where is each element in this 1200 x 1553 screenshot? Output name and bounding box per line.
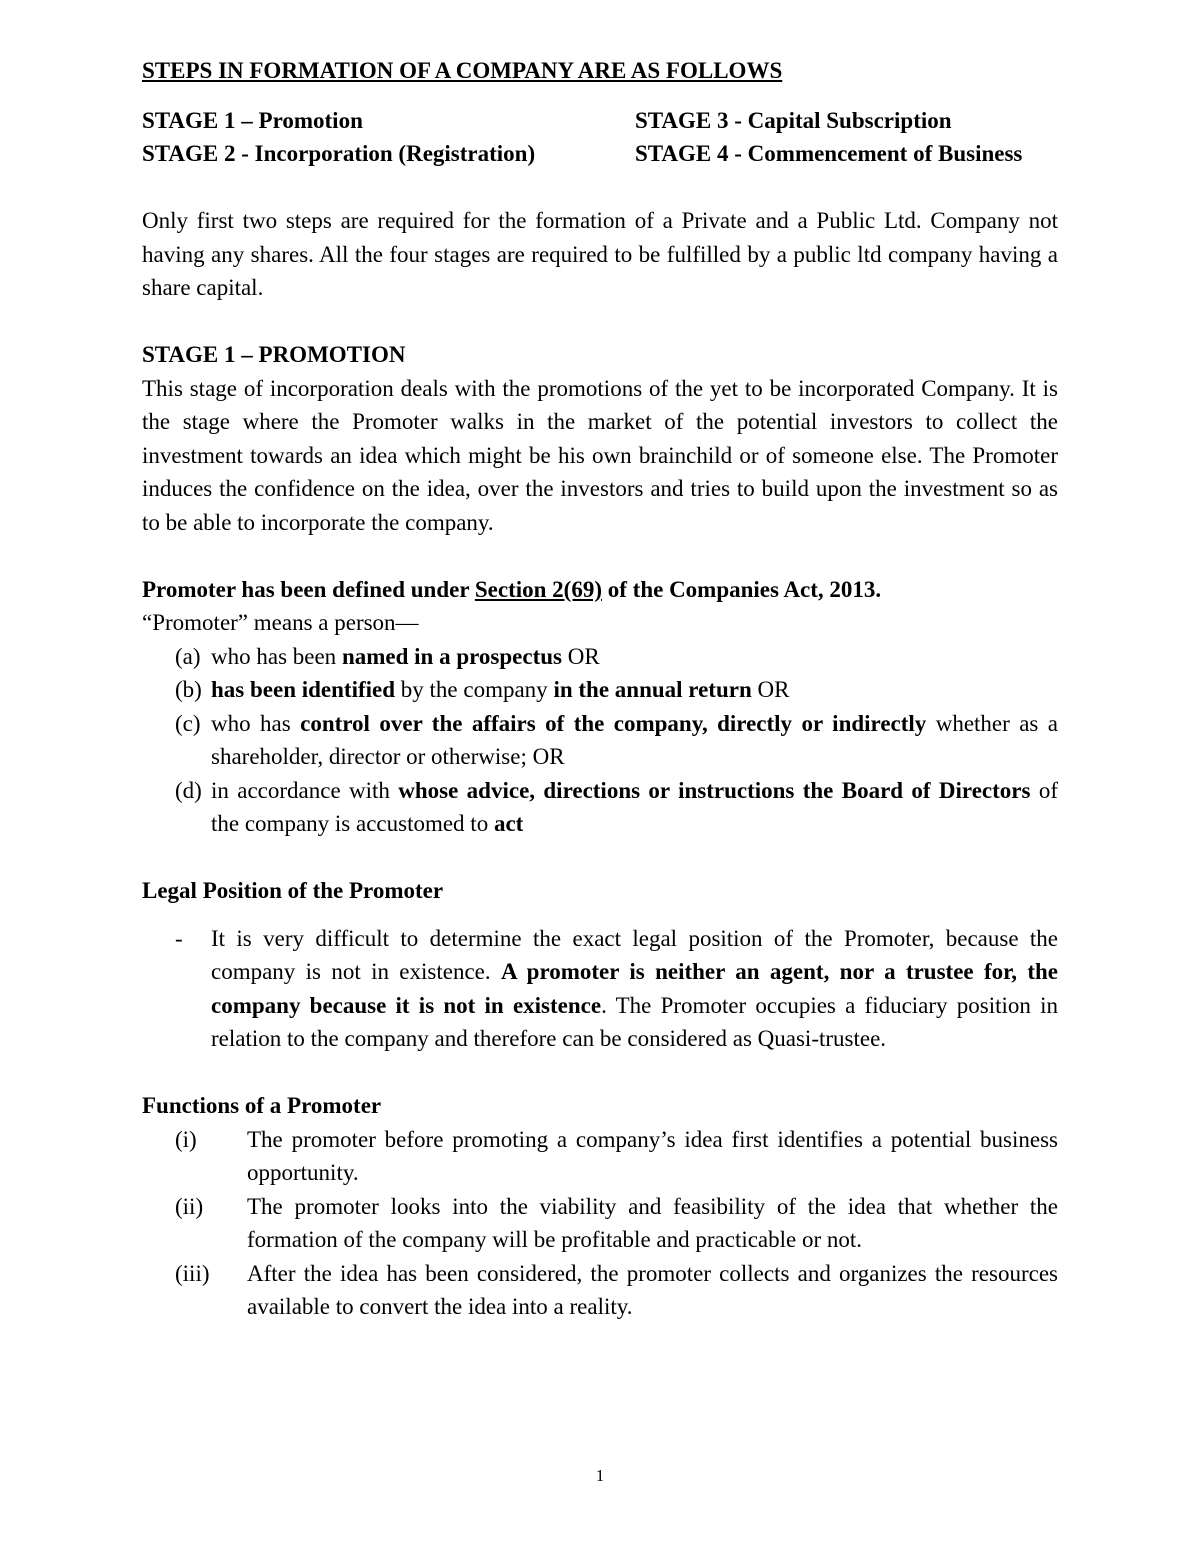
document-title: STEPS IN FORMATION OF A COMPANY ARE AS FOLLOWS [142,58,783,83]
list-marker: (i) [175,1126,197,1152]
text-run: It is very difficult to determine the exact legal position of the Promoter, because the company is not in existence. [211,925,1058,984]
bold-run: A promoter is neither an agent, nor a trustee for, the company because it is not in existence [211,959,1058,1018]
list-item-text: The promoter before promoting a company’s idea first identifies a potential business opportunity. [247,1126,1058,1185]
bold-run: act [493,811,524,836]
text-run: of the company is accustomed to [211,777,1058,836]
bold-run: named in a prospectus [341,643,562,669]
list-item [142,640,1058,674]
list-marker: (a) [175,643,201,669]
definition-pre: Promoter has been defined under [142,576,475,602]
definition-means: “Promoter” means a person— [142,610,419,635]
definition-post: of the Companies Act, 2013. [602,576,882,602]
functions-list [142,1123,1058,1324]
list-item [142,774,1058,841]
list-item-text: The promoter looks into the viability and feasibility of the idea that whether the formation of the company will be profitable and practicable or not. [247,1193,1058,1252]
text-run: OR [751,677,790,702]
list-item-text: After the idea has been considered, the promoter collects and organizes the resources available to convert the idea into a reality. [247,1260,1058,1319]
bold-run: control over the affairs of the company, directly or indirectly [300,710,927,736]
dash-marker: - [175,925,183,951]
definition-list [142,640,1058,841]
bold-run: whose advice, directions or instructions the Board of Directors [398,777,1031,803]
intro-paragraph: Only first two steps are required for the formation of a Private and a Public Ltd. Company not having any shares. All the four stages are required to be fulfilled by a public ltd company having a share capital. [142,208,1058,300]
stages-grid [142,104,1058,171]
text-run: OR [561,643,600,669]
text-run: . The Promoter occupies a fiduciary position in relation to the company and therefore can be considered as Quasi-trustee. [211,992,1058,1051]
promotion-heading: STAGE 1 – PROMOTION [142,342,406,367]
bold-run: in the annual return [553,677,752,702]
promotion-body: This stage of incorporation deals with the promotions of the yet to be incorporated Company. It is the stage where the Promoter walks in the market of the potential investors to collect the investment towards an idea which might be his own brainchild or of someone else. The Promoter induces the confidence on the idea, over the investors and tries to build upon the investment so as to be able to incorporate the company. [142,375,1058,535]
stage-1: STAGE 1 – Promotion [142,107,363,133]
list-marker: (c) [175,710,201,736]
list-item [142,1257,1058,1324]
legal-item [142,922,1058,1056]
text-run: who has been [211,643,342,669]
list-item [142,707,1058,774]
text-run: who has [211,710,301,736]
list-marker: (d) [175,777,202,803]
bold-run: has been identified [211,677,396,702]
page-number: 1 [595,1466,605,1485]
text-run: whether as a shareholder, director or otherwise; OR [211,710,1058,769]
list-item [142,1190,1058,1257]
functions-heading: Functions of a Promoter [142,1093,382,1118]
text-run: in accordance with [211,777,399,803]
stage-3: STAGE 3 - Capital Subscription [635,107,952,133]
section-reference: Section 2(69) [474,576,602,602]
list-marker: (b) [175,677,202,702]
document-page [142,54,1058,1324]
list-item [142,673,1058,707]
stage-2: STAGE 2 - Incorporation (Registration) [142,141,536,166]
legal-heading: Legal Position of the Promoter [142,878,444,903]
list-item [142,1123,1058,1190]
stage-4: STAGE 4 - Commencement of Business [635,141,1023,166]
list-marker: (iii) [175,1260,210,1286]
text-run: by the company [395,677,554,702]
list-marker: (ii) [175,1193,204,1219]
definition-heading [142,573,1058,607]
